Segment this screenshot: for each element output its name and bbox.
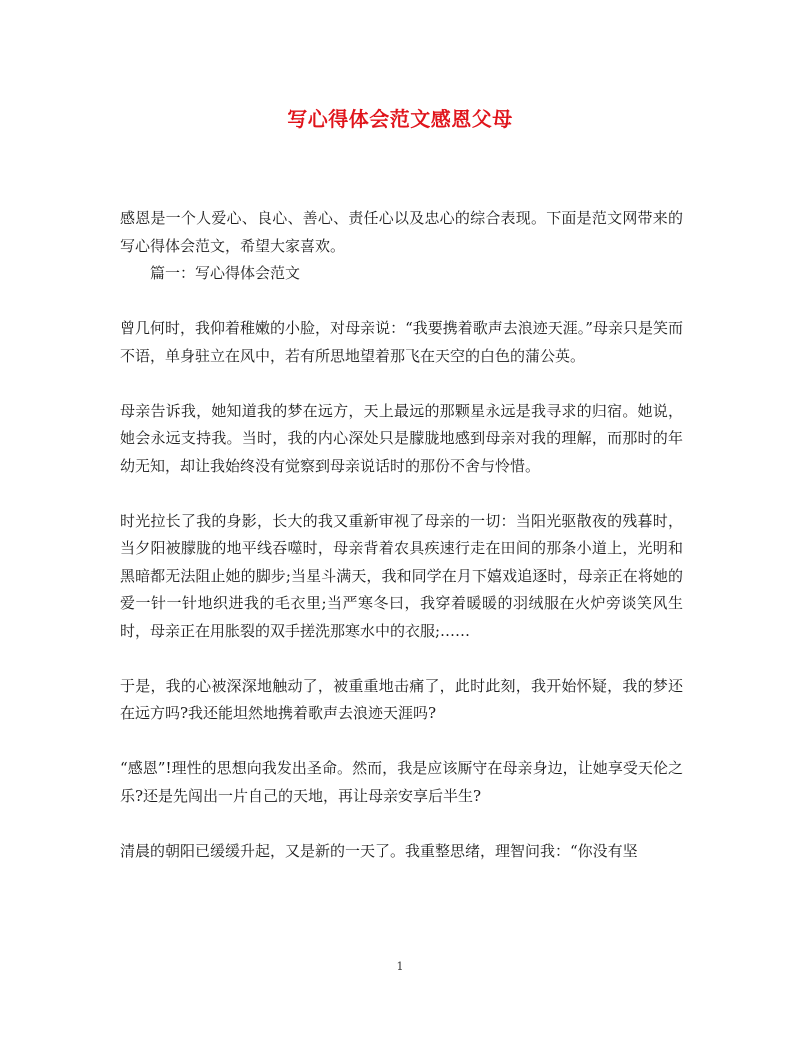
body-paragraph-6: 清晨的朝阳已缓缓升起，又是新的一天了。我重整思绪，理智问我：“你没有坚 — [120, 841, 638, 860]
body-paragraph-1: 曾几何时，我仰着稚嫩的小脸，对母亲说：“我要携着歌声去浪迹天涯。”母亲只是笑而不语，单身驻立在风中，若有所思地望着那飞在天空的白色的蒲公英。 — [120, 319, 683, 365]
document-title: 写心得体会范文感恩父母 — [287, 107, 513, 131]
body-paragraph-4: 于是，我的心被深深地触动了，被重重地击痛了，此时此刻，我开始怀疑，我的梦还在远方吗?我还能坦然地携着歌声去浪迹天涯吗? — [120, 676, 683, 722]
intro-paragraph: 感恩是一个人爱心、良心、善心、责任心以及忠心的综合表现。下面是范文网带来的写心得体会范文，希望大家喜欢。 — [120, 209, 683, 255]
body-paragraph-2: 母亲告诉我，她知道我的梦在远方，天上最远的那颗星永远是我寻求的归宿。她说，她会永远支持我。当时，我的内心深处只是朦胧地感到母亲对我的理解，而那时的年幼无知，却让我始终没有觉察到母亲说话时的那份不舍与怜惜。 — [120, 401, 683, 475]
section-heading: 篇一：写心得体会范文 — [150, 264, 301, 282]
body-paragraph-5: “感恩”!理性的思想向我发出圣命。然而，我是应该厮守在母亲身边，让她享受天伦之乐?还是先闯出一片自己的天地，再让母亲安享后半生? — [120, 759, 683, 805]
body-paragraph-3: 时光拉长了我的身影，长大的我又重新审视了母亲的一切：当阳光驱散夜的残暮时，当夕阳被朦胧的地平线吞噬时，母亲背着农具疾速行走在田间的那条小道上，光明和黑暗都无法阻止她的脚步;当星斗满天，我和同学在月下嬉戏追逐时，母亲正在将她的爱一针一针地织进我的毛衣里;当严寒冬曰，我穿着暖暖的羽绒服在火炉旁谈笑风生时，母亲正在用胀裂的双手搓洗那寒水中的衣服;…… — [120, 511, 683, 640]
page-number: 1 — [396, 960, 404, 973]
document-body — [120, 205, 683, 865]
